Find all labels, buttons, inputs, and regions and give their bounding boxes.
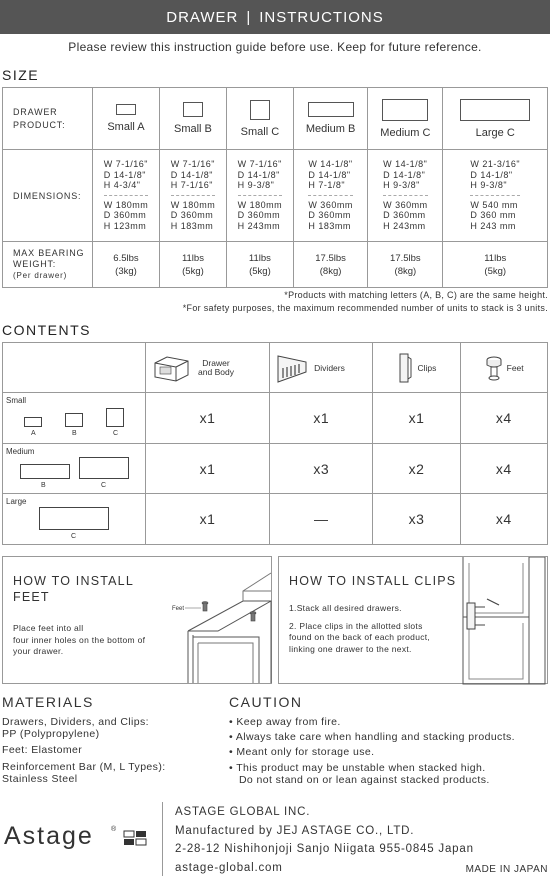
dimensions-cell-3: [293, 150, 367, 242]
header-bar: [0, 0, 550, 34]
install-feet-panel: [2, 556, 272, 684]
dim: H 4-3/4": [103, 180, 141, 191]
bearing-kg: (5kg): [484, 265, 507, 277]
drawer-shape-large-c: [460, 99, 530, 121]
drawer-medium-c: [79, 457, 129, 479]
dim: H 7-1/16": [170, 180, 213, 191]
product-cell-3: [293, 88, 367, 150]
install-feet-title-1: HOW TO INSTALL: [13, 574, 134, 588]
feet-callout-label: Feet: [172, 606, 185, 612]
dim: W 360mm: [383, 199, 428, 210]
registered-mark: ®: [111, 826, 117, 833]
letter: B: [72, 430, 77, 437]
manufacturer: Manufactured by JEJ ASTAGE CO., LTD.: [175, 825, 415, 837]
product-name: Small A: [107, 121, 145, 133]
dim: D 14-1/8": [103, 169, 146, 180]
dim: H 9-3/8": [237, 180, 275, 191]
drawer-shape-medium-b: [308, 102, 354, 117]
company-name: ASTAGE GLOBAL INC.: [175, 806, 311, 818]
qty-cell: x1: [146, 444, 270, 494]
letter: C: [71, 533, 77, 540]
dim: D 360 mm: [470, 210, 516, 221]
dimensions-cell-2: [226, 150, 293, 242]
qty-cell: x1: [373, 393, 460, 444]
materials-line: Reinforcement Bar (M, L Types):: [2, 761, 166, 773]
astage-logo: Astage: [4, 822, 94, 850]
product-name: Large C: [475, 126, 515, 139]
clips-icon: [397, 351, 413, 385]
caution-line: • Keep away from fire.: [229, 716, 341, 728]
row-size-label: Large: [6, 497, 27, 506]
install-feet-title: [13, 573, 134, 605]
dim: W 180mm: [103, 199, 149, 210]
contents-table: [2, 342, 548, 545]
dimensions-cell-4: [368, 150, 443, 242]
install-feet-text: [13, 623, 145, 658]
install-clips-title: HOW TO INSTALL CLIPS: [289, 574, 457, 588]
product-cell-2: [226, 88, 293, 150]
dim: H 183mm: [308, 220, 351, 231]
product-name: Medium B: [305, 123, 356, 135]
bearing-kg: (3kg): [115, 265, 137, 277]
materials-line: Drawers, Dividers, and Clips:: [2, 716, 149, 728]
dim: D 14-1/8": [170, 169, 213, 180]
caution-line: • This product may be unstable when stacked high.: [229, 762, 486, 774]
bearing-label-3: (Per drawer): [13, 271, 68, 280]
bearing-kg: (8kg): [394, 265, 417, 277]
col-label: Clips: [417, 362, 437, 373]
row-size-label: Small: [6, 396, 27, 405]
bearing-label-2: WEIGHT:: [13, 259, 57, 269]
text-line: your drawer.: [13, 646, 64, 656]
row-label-bearing: [3, 242, 93, 288]
bearing-kg: (5kg): [249, 265, 271, 277]
dim: W 14-1/8": [308, 159, 353, 170]
drawer-shape-medium-c: [382, 99, 428, 121]
dim: D 14-1/8": [470, 169, 513, 180]
col-clips: [373, 343, 460, 393]
letter: C: [113, 430, 119, 437]
dividers-icon: [276, 352, 310, 384]
text-line: linking one drawer to the next.: [289, 643, 412, 654]
bearing-cell-5: [443, 242, 548, 288]
caution-heading: CAUTION: [229, 694, 303, 710]
dim: H 243mm: [383, 220, 426, 231]
drawer-small-b: [65, 413, 83, 427]
col-label: Feet: [506, 362, 524, 373]
product-cell-5: [443, 88, 548, 150]
header-title-right: INSTRUCTIONS: [259, 8, 384, 26]
logo-mark-icon: [123, 830, 147, 846]
bearing-lbs: 11lbs: [484, 252, 507, 264]
product-cell-4: [368, 88, 443, 150]
text-line: found on the back of each product,: [289, 632, 431, 642]
caution-line: • Meant only for storage use.: [229, 746, 375, 758]
dimensions-cell-5: [443, 150, 548, 242]
materials-line: PP (Polypropylene): [2, 728, 100, 740]
size-table: [2, 87, 548, 288]
dim: W 180mm: [170, 199, 216, 210]
product-name: Medium C: [380, 126, 431, 139]
dim: W 7-1/16": [170, 159, 215, 170]
row-label-product: [3, 88, 93, 150]
text-line: 2. Place clips in the allotted slots: [289, 620, 423, 631]
bearing-cell-3: [293, 242, 367, 288]
row-label-product-2: PRODUCT:: [13, 120, 66, 130]
contents-corner: [3, 343, 146, 393]
qty-cell: —: [270, 494, 373, 545]
dim: H 9-3/8": [470, 180, 508, 191]
install-clips-text: [289, 603, 430, 655]
letter: B: [41, 482, 46, 489]
col-label: Dividers: [314, 362, 345, 373]
caution-line: • Always take care when handling and stacking products.: [229, 731, 515, 743]
contents-row-large: [3, 494, 146, 545]
dim: D 14-1/8": [383, 169, 426, 180]
dim: W 540 mm: [470, 199, 518, 210]
drawer-small-c: [106, 408, 124, 427]
dim: H 123mm: [103, 220, 147, 231]
bearing-lbs: 11lbs: [248, 252, 271, 264]
qty-cell: x2: [373, 444, 460, 494]
install-feet-title-2: FEET: [13, 590, 50, 604]
materials-line: Stainless Steel: [2, 773, 78, 785]
row-size-label: Medium: [6, 447, 35, 456]
caution-line: Do not stand on or lean against stacked products.: [229, 774, 490, 786]
drawer-shape-small-b: [183, 102, 203, 117]
bearing-cell-0: [93, 242, 160, 288]
col-drawer-body: [146, 343, 270, 393]
dim: D 360mm: [170, 210, 214, 221]
dim: W 7-1/16": [103, 159, 148, 170]
bearing-cell-2: [226, 242, 293, 288]
website-link[interactable]: astage-global.com: [175, 862, 283, 874]
letter: A: [31, 430, 36, 437]
made-in-japan: MADE IN JAPAN: [465, 864, 548, 875]
clips-install-diagram: [459, 557, 549, 685]
intro-text: Please review this instruction guide before use. Keep for future reference.: [68, 40, 482, 54]
contents-row-small: [3, 393, 146, 444]
bearing-label-1: MAX BEARING: [13, 248, 85, 258]
dim: W 360mm: [308, 199, 353, 210]
dimensions-cell-1: [159, 150, 226, 242]
col-label: Drawer and Body: [198, 357, 234, 377]
qty-cell: x4: [460, 393, 547, 444]
letter: C: [101, 482, 107, 489]
bearing-kg: (5kg): [182, 265, 204, 277]
product-name: Small B: [174, 123, 212, 135]
dim: D 14-1/8": [308, 169, 351, 180]
size-note-2: *For safety purposes, the maximum recommended number of units to stack is 3 units.: [182, 303, 548, 313]
drawer-body-icon: [152, 353, 192, 383]
contents-heading: CONTENTS: [2, 322, 91, 338]
bearing-cell-1: [159, 242, 226, 288]
drawer-shape-small-c: [250, 100, 270, 120]
size-heading: SIZE: [2, 67, 40, 83]
bearing-lbs: 17.5lbs: [390, 252, 421, 264]
product-cell-1: [159, 88, 226, 150]
dim: D 360mm: [383, 210, 426, 221]
text-line: Place feet into all: [13, 623, 84, 633]
drawer-shape-small-a: [116, 104, 136, 115]
drawer-small-a: [24, 417, 42, 427]
qty-cell: x4: [460, 494, 547, 545]
header-separator: |: [246, 8, 252, 26]
bearing-cell-4: [368, 242, 443, 288]
drawer-medium-b: [20, 464, 70, 479]
qty-cell: x1: [146, 494, 270, 545]
qty-cell: x1: [270, 393, 373, 444]
product-name: Small C: [240, 125, 280, 138]
footer-divider: [162, 802, 163, 876]
dim: D 360mm: [237, 210, 281, 221]
size-note-1: *Products with matching letters (A, B, C) are the same height.: [284, 290, 548, 300]
address: 2-28-12 Nishihonjoji Sanjo Niigata 955-0845 Japan: [175, 843, 474, 855]
dim: D 14-1/8": [237, 169, 280, 180]
dim: W 180mm: [237, 199, 283, 210]
feet-icon: [485, 354, 503, 382]
header-title-left: DRAWER: [166, 8, 239, 26]
text-line: four inner holes on the bottom of: [13, 634, 146, 645]
row-label-product-1: DRAWER: [13, 107, 58, 117]
dim: H 7-1/8": [308, 180, 346, 191]
dim: H 243 mm: [470, 220, 516, 231]
materials-heading: MATERIALS: [2, 694, 94, 710]
dim: H 9-3/8": [383, 180, 420, 191]
dimensions-cell-0: [93, 150, 160, 242]
contents-row-medium: [3, 444, 146, 494]
dim: W 14-1/8": [383, 159, 428, 170]
feet-install-diagram: [163, 561, 273, 683]
qty-cell: x1: [146, 393, 270, 444]
dim: H 183mm: [170, 220, 214, 231]
product-cell-0: [93, 88, 160, 150]
dim: H 243mm: [237, 220, 281, 231]
dim: D 360mm: [308, 210, 351, 221]
text-line: 1.Stack all desired drawers.: [289, 603, 402, 613]
bearing-lbs: 11lbs: [181, 252, 204, 264]
bearing-kg: (8kg): [319, 265, 342, 277]
materials-line: Feet: Elastomer: [2, 744, 83, 756]
col-feet: [460, 343, 547, 393]
qty-cell: x3: [270, 444, 373, 494]
bearing-lbs: 17.5lbs: [315, 252, 346, 264]
dim: W 21-3/16": [470, 159, 521, 170]
install-clips-panel: [278, 556, 548, 684]
col-dividers: [270, 343, 373, 393]
dim: D 360mm: [103, 210, 147, 221]
dim: W 7-1/16": [237, 159, 282, 170]
row-label-dimensions: DIMENSIONS:: [3, 150, 93, 242]
qty-cell: x4: [460, 444, 547, 494]
qty-cell: x3: [373, 494, 460, 545]
bearing-lbs: 6.5lbs: [113, 252, 139, 264]
drawer-large-c: [39, 507, 109, 530]
